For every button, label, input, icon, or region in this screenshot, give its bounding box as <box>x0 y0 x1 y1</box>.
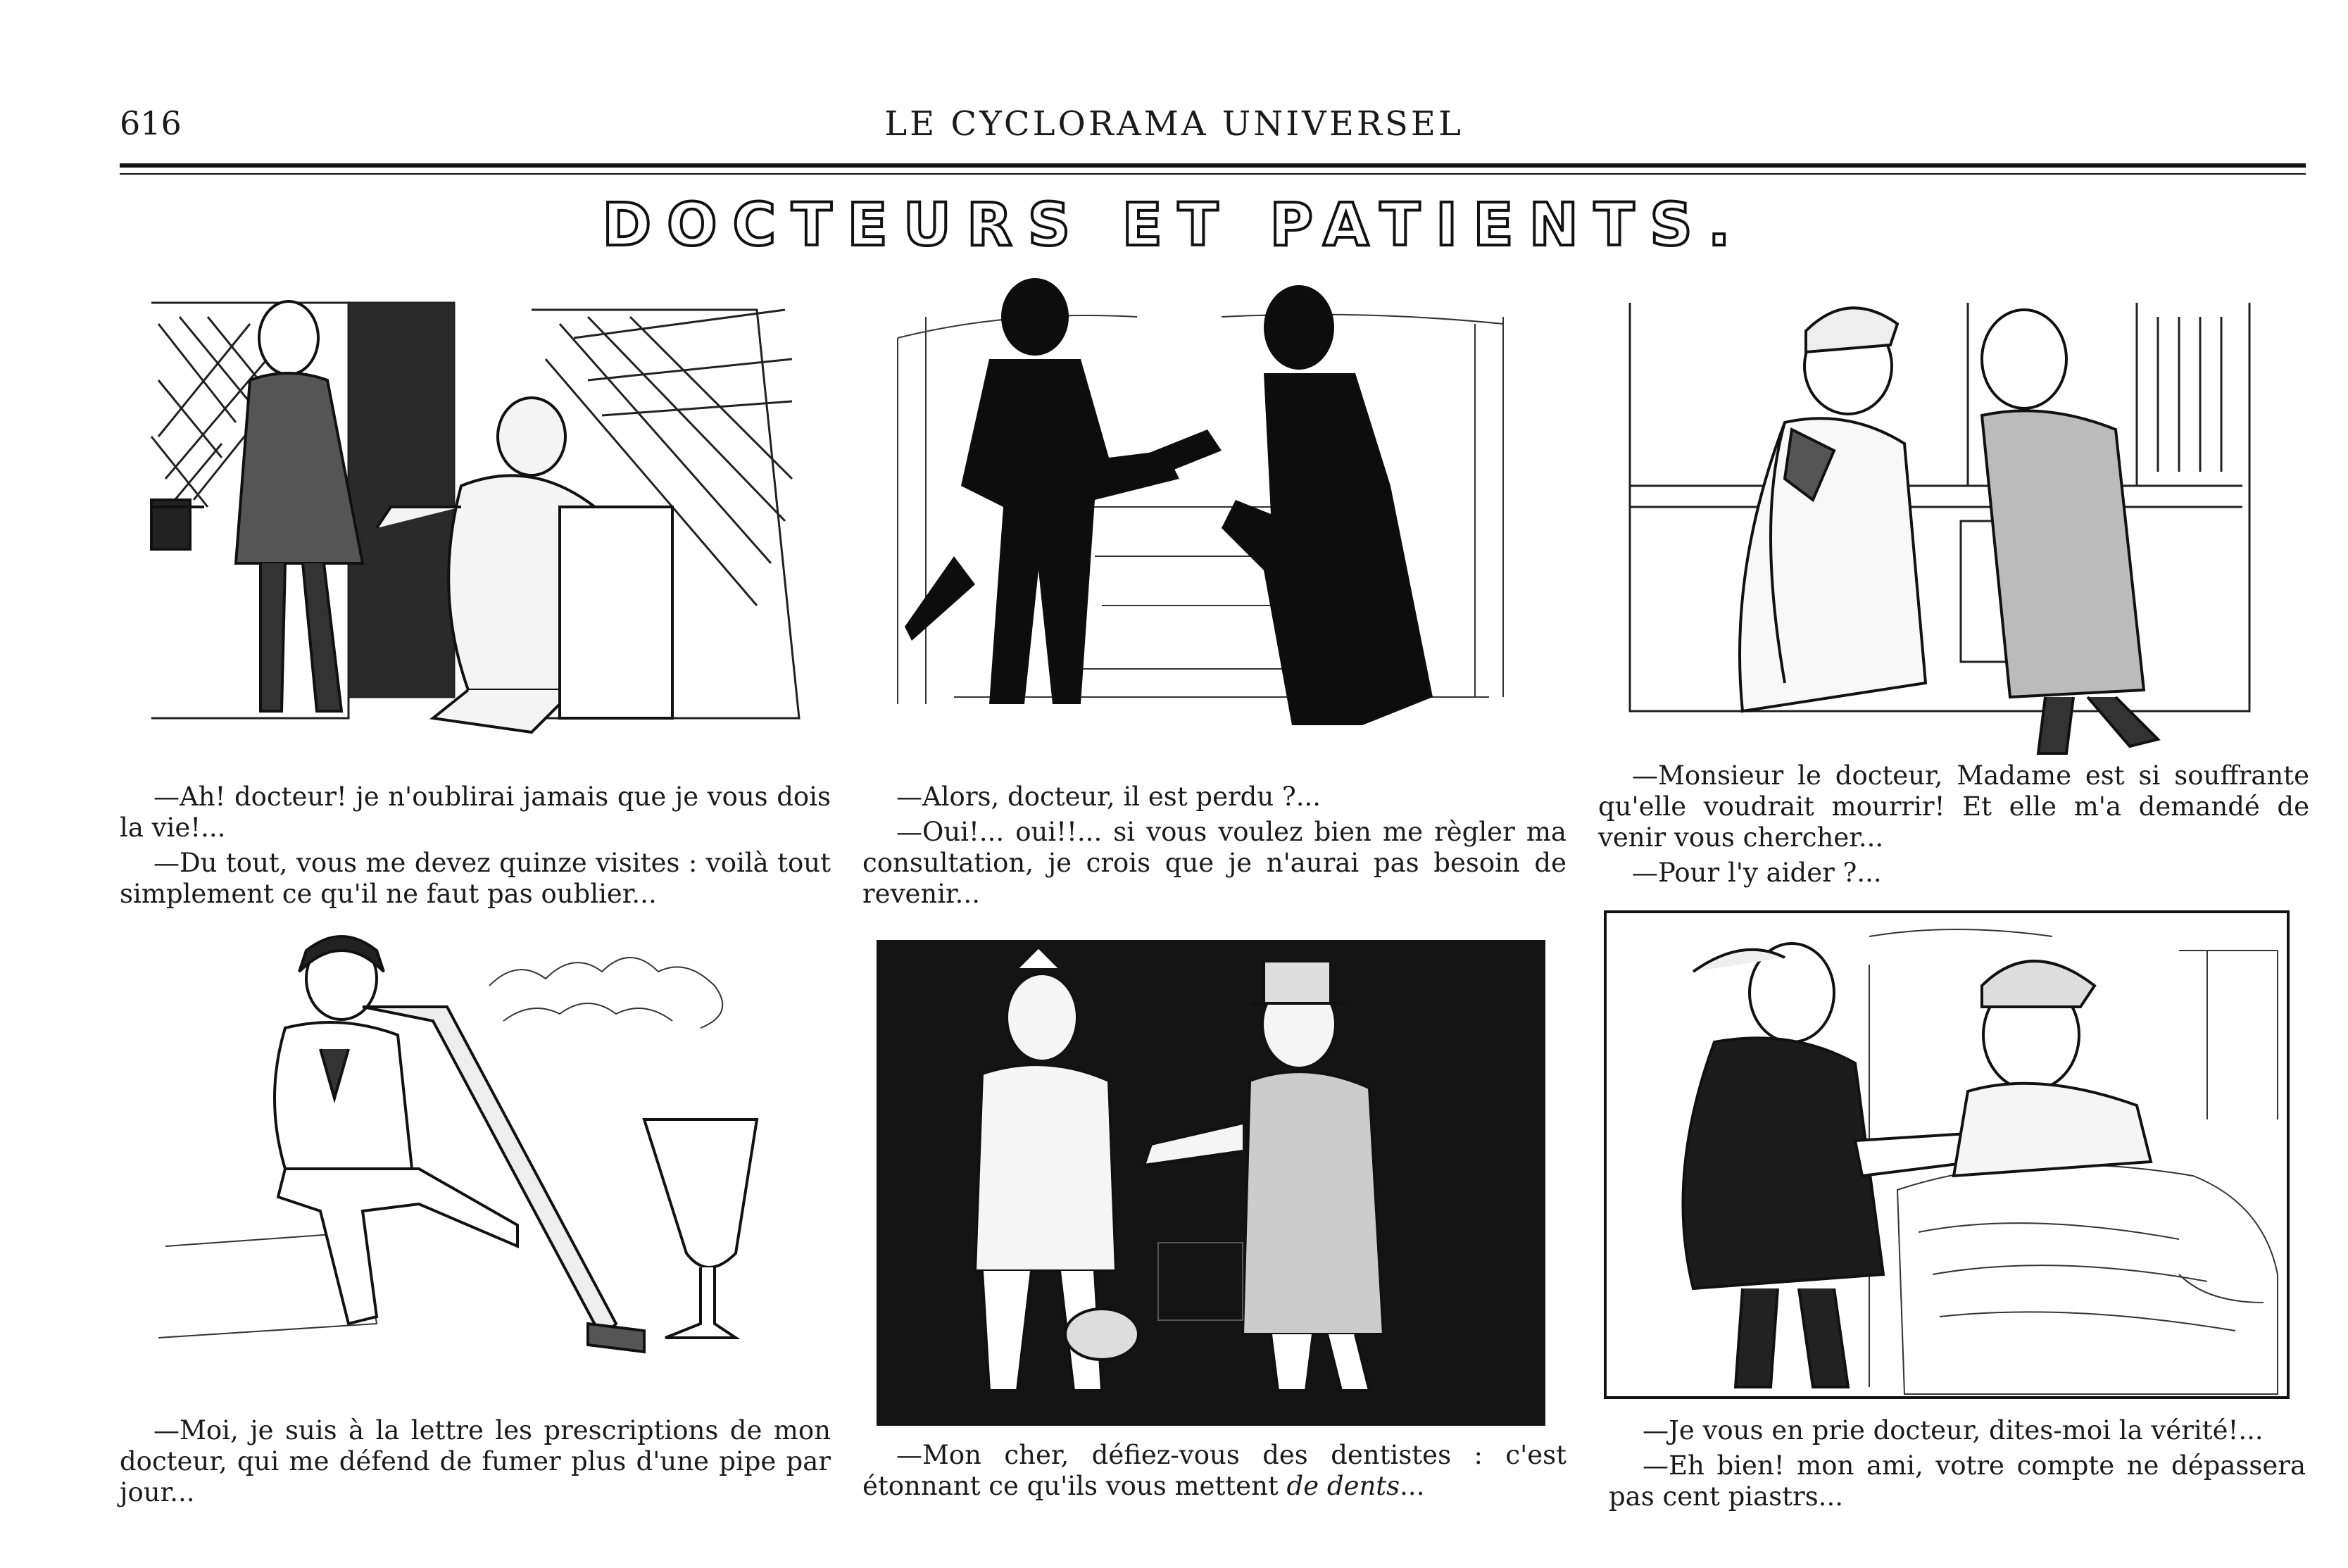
illustration-two-gentlemen <box>877 940 1545 1426</box>
caption-6-line-1: —Je vous en prie docteur, dites-moi la vérité!... <box>1643 1415 2264 1445</box>
doctor-patient-drawing <box>137 296 813 757</box>
article-title: DOCTEURS ET PATIENTS. <box>602 190 1746 259</box>
illustration-doctor-bedside <box>1602 908 2292 1401</box>
caption-4 <box>120 1415 831 1512</box>
caption-1 <box>120 782 831 914</box>
caption-1-line-1: —Ah! docteur! je n'oublirai jamais que je vous dois la vie!... <box>120 782 831 843</box>
two-gentlemen-drawing <box>877 940 1545 1426</box>
page-number: 616 <box>120 104 182 142</box>
caption-6 <box>1609 1415 2306 1517</box>
caption-5-text-b: ... <box>1400 1471 1425 1501</box>
header-rule-thin <box>120 173 2306 175</box>
caption-5 <box>862 1440 1567 1506</box>
illustration-doctor-patient <box>137 296 813 757</box>
illustration-silhouettes <box>869 275 1545 753</box>
doctor-bedside-drawing <box>1602 908 2292 1401</box>
caption-5-italic: de dents <box>1286 1471 1400 1501</box>
caption-2-line-2: —Oui!... oui!!... si vous voulez bien me règler ma consultation, je crois que je n'aurai pas besoin de revenir... <box>862 817 1567 909</box>
caption-5-line-1 <box>862 1440 1567 1502</box>
header-rule <box>120 163 2306 168</box>
caption-5-text-a: —Mon cher, défiez-vous des dentistes : c'est étonnant ce qu'ils vous mettent <box>862 1440 1567 1501</box>
illustration-pipe-smoker <box>151 929 820 1387</box>
caption-4-line-1: —Moi, je suis à la lettre les prescriptions de mon docteur, qui me défend de fumer plus d'une pipe par jour... <box>120 1415 831 1507</box>
caption-1-line-2: —Du tout, vous me devez quinze visites : voilà tout simplement ce qu'il ne faut pas oublier... <box>120 848 831 909</box>
pipe-smoker-drawing <box>151 929 820 1387</box>
caption-3 <box>1598 760 2309 893</box>
running-title: LE CYCLORAMA UNIVERSEL <box>884 104 1464 144</box>
silhouettes-drawing <box>869 275 1545 753</box>
caption-2 <box>862 782 1567 914</box>
caption-2-line-1: —Alors, docteur, il est perdu ?... <box>896 782 1321 812</box>
illustration-maid-doctor <box>1623 289 2256 764</box>
caption-3-line-2: —Pour l'y aider ?... <box>1632 858 1882 888</box>
caption-6-line-2: —Eh bien! mon ami, votre compte ne dépassera pas cent piastrs... <box>1609 1450 2306 1512</box>
caption-3-line-1: —Monsieur le docteur, Madame est si souffrante qu'elle voudrait mourrir! Et elle m'a demandé de venir vous chercher... <box>1598 760 2309 853</box>
maid-doctor-drawing <box>1623 289 2256 764</box>
